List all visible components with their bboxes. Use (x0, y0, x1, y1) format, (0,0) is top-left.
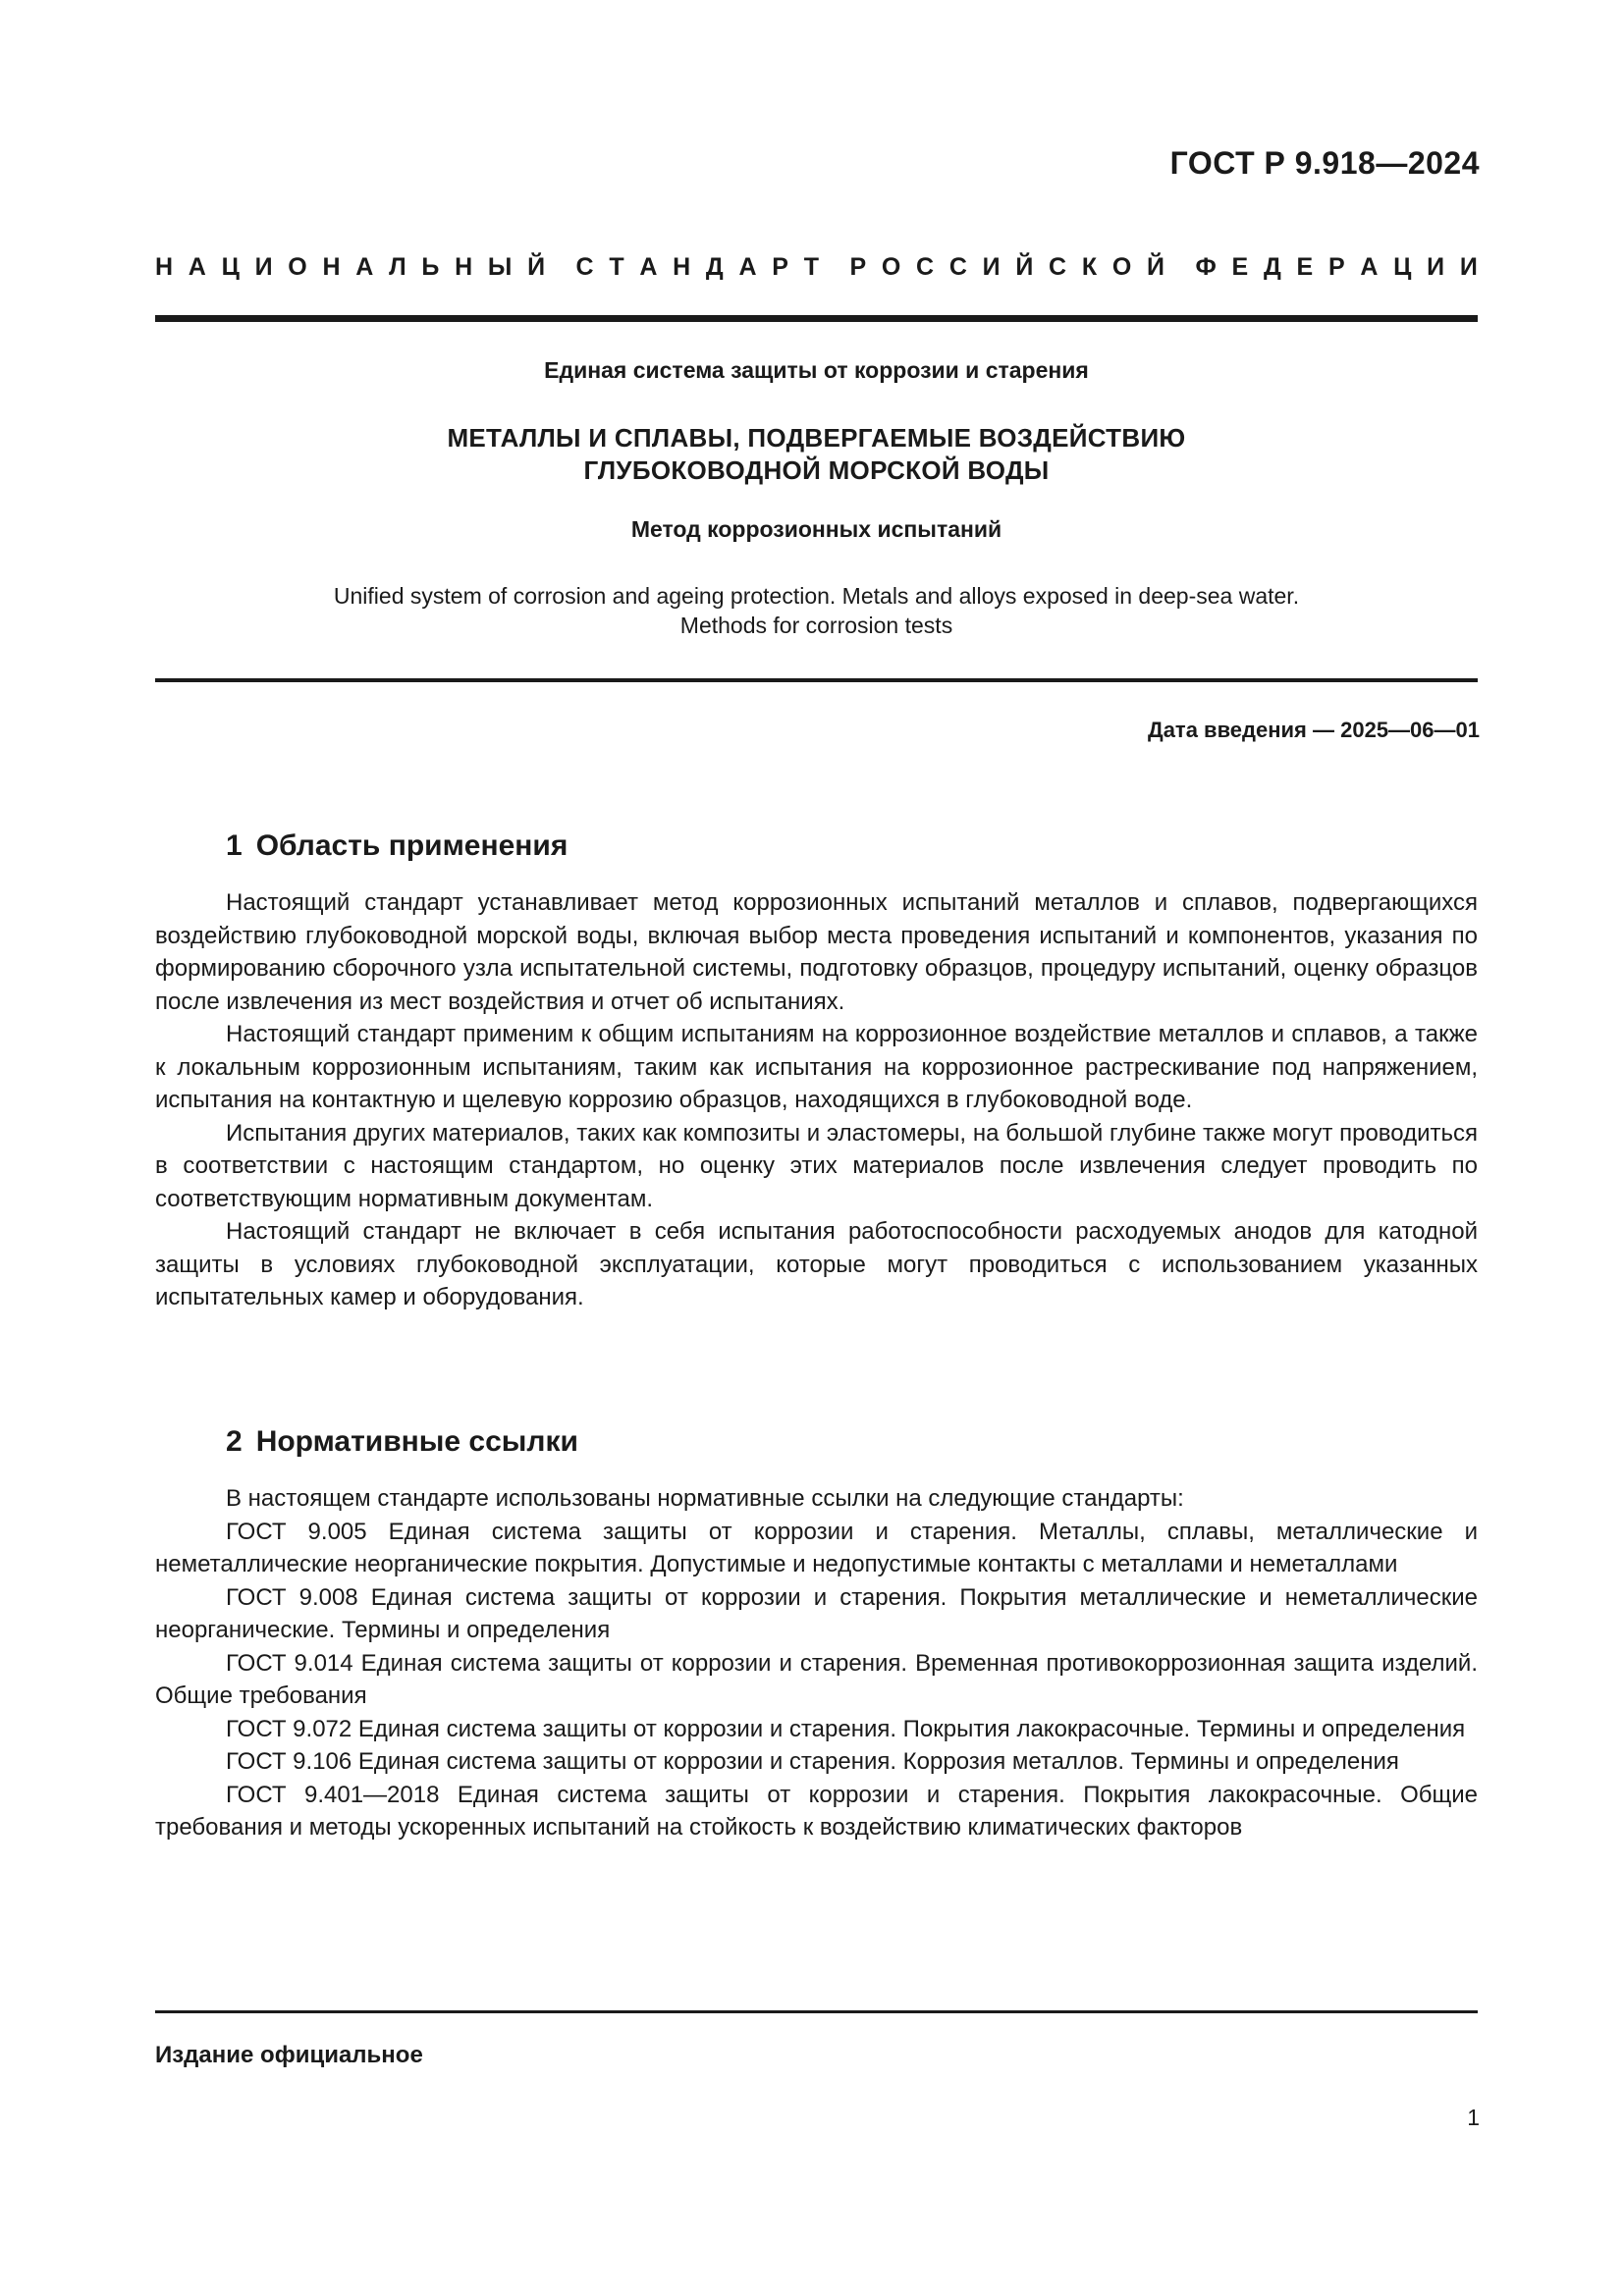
banner-letter: Р (1327, 253, 1345, 281)
english-title-line: Unified system of corrosion and ageing protection. Metals and alloys exposed in deep-sea water. (333, 583, 1300, 609)
banner-letter: Н (673, 253, 691, 281)
section-body (155, 1482, 1478, 1844)
footer-rule (155, 2010, 1478, 2013)
paragraph: Настоящий стандарт применим к общим испытаниям на коррозионное воздействие металлов и сплавов, а также к локальным коррозионным испытаниям, таким как испытания на коррозионное растрескивание под напряжением, испытания на контактную и щелевую коррозию образцов, находящихся в глубоководной воде. (155, 1021, 1478, 1113)
banner-letter: Н (455, 253, 473, 281)
banner-letter: Й (1015, 253, 1034, 281)
reference-item: ГОСТ 9.014 Единая система защиты от коррозии и старения. Временная противокоррозионная защита изделий. Общие требования (155, 1649, 1478, 1709)
section-heading (226, 1425, 578, 1459)
national-standard-banner (155, 253, 1478, 282)
banner-letter: А (738, 253, 757, 281)
series-title: Единая система защиты от коррозии и старения (544, 357, 1089, 383)
paragraph: В настоящем стандарте использованы нормативные ссылки на следующие стандарты: (226, 1485, 1184, 1512)
banner-letter: Т (609, 253, 624, 281)
page-number: 1 (1467, 2105, 1480, 2130)
banner-letter: С (1049, 253, 1067, 281)
banner-letter: И (1459, 253, 1478, 281)
banner-letter: К (1081, 253, 1098, 281)
paragraph: Настоящий стандарт не включает в себя испытания работоспособности расходуемых анодов для катодной защиты в условиях глубоководной эксплуатации, которые могут проводиться с использованием указанных испытательных камер и оборудования. (155, 1218, 1478, 1310)
reference-item: ГОСТ 9.072 Единая система защиты от коррозии и старения. Покрытия лакокрасочные. Термины и определения (226, 1715, 1466, 1742)
banner-letter: А (639, 253, 658, 281)
banner-letter: О (288, 253, 307, 281)
banner-letter: И (254, 253, 273, 281)
banner-letter: Й (527, 253, 546, 281)
banner-letter: Е (1231, 253, 1249, 281)
banner-letter: Ь (421, 253, 440, 281)
banner-letter: Н (155, 253, 174, 281)
banner-letter: Д (1263, 253, 1281, 281)
section-body (155, 886, 1478, 1314)
standard-subtitle: Метод коррозионных испытаний (630, 516, 1002, 542)
banner-letter: Й (1147, 253, 1164, 281)
banner-letter: Л (389, 253, 406, 281)
title-line: МЕТАЛЛЫ И СПЛАВЫ, ПОДВЕРГАЕМЫЕ ВОЗДЕЙСТВИЮ (447, 423, 1186, 453)
title-line: ГЛУБОКОВОДНОЙ МОРСКОЙ ВОДЫ (583, 455, 1050, 485)
english-title-line: Methods for corrosion tests (679, 613, 953, 638)
reference-item: ГОСТ 9.005 Единая система защиты от коррозии и старения. Металлы, сплавы, металлические и неметаллические неорганические покрытия. Допустимые и недопустимые контакты с металлами и неметаллами (155, 1518, 1478, 1577)
banner-letter: Т (803, 253, 819, 281)
section-number: 2 (226, 1425, 243, 1458)
banner-letter: Ц (1393, 253, 1412, 281)
title-bottom-rule (155, 678, 1478, 682)
banner-letter: Ц (221, 253, 240, 281)
banner-letter: Н (322, 253, 341, 281)
section-title: Область применения (255, 829, 568, 862)
section-number: 1 (226, 829, 243, 862)
banner-letter: Р (849, 253, 867, 281)
official-edition-label: Издание официальное (155, 2042, 423, 2068)
banner-letter: С (575, 253, 594, 281)
reference-item: ГОСТ 9.008 Единая система защиты от коррозии и старения. Покрытия металлические и неметаллические неорганические. Термины и определения (155, 1583, 1478, 1643)
banner-letter: О (881, 253, 901, 281)
standard-title (155, 422, 1478, 487)
banner-letter: А (1360, 253, 1379, 281)
top-rule (155, 315, 1478, 322)
banner-letter: И (1427, 253, 1445, 281)
introduction-date: Дата введения — 2025—06—01 (1148, 718, 1480, 742)
banner-letter: Е (1296, 253, 1314, 281)
banner-letter: Р (772, 253, 788, 281)
banner-letter: И (982, 253, 1001, 281)
banner-letter: А (355, 253, 374, 281)
banner-letter: С (948, 253, 967, 281)
banner-letter: О (1111, 253, 1132, 281)
english-title (155, 581, 1478, 640)
banner-letter: Ы (487, 253, 513, 281)
banner-letter: А (188, 253, 206, 281)
reference-item: ГОСТ 9.401—2018 Единая система защиты от коррозии и старения. Покрытия лакокрасочные. Общие требования и методы ускоренных испытаний на стойкость к воздействию климатических факторов (155, 1781, 1478, 1841)
standard-number: ГОСТ Р 9.918—2024 (1169, 145, 1480, 181)
paragraph: Настоящий стандарт устанавливает метод коррозионных испытаний металлов и сплавов, подвергающихся воздействию глубоководной морской воды, включая выбор места проведения испытаний и компонентов, указания по формированию сборочного узла испытательной системы, подготовку образцов, процедуру испытаний, оценку образцов после извлечения из мест воздействия и отчет об испытаниях. (155, 889, 1478, 1015)
section-heading (226, 829, 568, 863)
paragraph: Испытания других материалов, таких как композиты и эластомеры, на большой глубине также могут проводиться в соответствии с настоящим стандартом, но оценку этих материалов после извлечения следует проводить по соответствующим нормативным документам. (155, 1119, 1478, 1212)
section-title: Нормативные ссылки (255, 1425, 578, 1458)
banner-letter: Д (705, 253, 724, 281)
banner-letter: С (916, 253, 935, 281)
reference-item: ГОСТ 9.106 Единая система защиты от коррозии и старения. Коррозия металлов. Термины и определения (226, 1748, 1399, 1775)
banner-letter: Ф (1195, 253, 1217, 281)
